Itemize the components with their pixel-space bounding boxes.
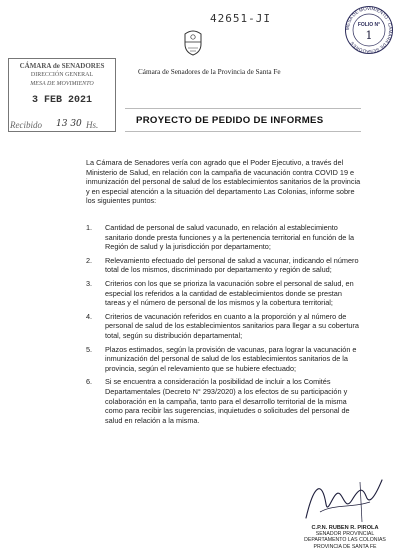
list-item-text: Cantidad de personal de salud vacunado, en relación al establecimiento sanitario donde presta funciones y a la pertenencia territorial en función de la Región de salud y la jurisdicción por departamento; — [105, 223, 355, 252]
list-item-text: Criterios con los que se prioriza la vacunación sobre el personal de salud, en especial los referidos a la cantidad de establecimientos donde se prestan tareas y el número de personal de los mismos y la cobertura territorial; — [105, 278, 354, 308]
signer-province: PROVINCIA DE SANTA FE — [313, 543, 377, 550]
list-item — [86, 223, 364, 252]
list-item-text: Criterios de vacunación referidos en cuanto a la proporción y al número de personal de salud de los establecimientos sanitarios para llegar a su cobertura total, según su distribución departamental; — [105, 311, 359, 340]
list-item-text: Si se encuentra a consideración la posibilidad de incluir a los Comités Departamentales (Decreto N° 293/2020) a los efectos de su participación y colaboración en la campaña, tanto para el desarrollo territorial de la misma como para recibir las sugerencias, inquietudes o solicitudes del personal de salud en relación a la misma. — [105, 377, 350, 425]
received-field — [8, 118, 116, 134]
handwritten-signature — [300, 474, 388, 526]
received-label: Recibido — [10, 120, 42, 130]
signer-role: SENADOR PROVINCIAL — [315, 531, 375, 538]
svg-text:1: 1 — [365, 29, 373, 42]
received-line — [52, 131, 82, 132]
hours-label: Hs. — [86, 120, 99, 130]
list-item-number: 3. — [86, 278, 93, 288]
title-rule-top — [125, 108, 361, 109]
list-item-text: Relevamiento efectuado del personal de salud a vacunar, indicando el número total de los mismos, discriminado por departamento y región de salud; — [105, 255, 359, 275]
stamp-date: 3 FEB 2021 — [31, 95, 92, 106]
signer-department: DEPARTAMENTO LAS COLONIAS — [304, 537, 386, 544]
document-title: PROYECTO DE PEDIDO DE INFORMES — [136, 115, 324, 126]
province-crest-icon — [182, 28, 204, 56]
signer-name: C.P.N. RUBEN R. PIROLA — [311, 525, 379, 531]
list-item-number: 6. — [86, 377, 93, 387]
svg-text:MESA DE MOVIMIENTO · CÁMARA DE: MESA DE MOVIMIENTO · CÁMARA DE SENADORES — [344, 5, 394, 55]
document-number: 42651-JI — [210, 12, 271, 25]
list-item-number: 2. — [86, 255, 93, 265]
list-item — [86, 377, 364, 425]
list-item — [86, 256, 364, 275]
svg-text:FOLIO N°: FOLIO N° — [357, 22, 381, 28]
points-list — [86, 223, 364, 429]
list-item-number: 1. — [86, 223, 93, 232]
list-item-number: 5. — [86, 344, 93, 354]
received-value: 13 30 — [56, 119, 82, 129]
list-item — [86, 345, 364, 374]
list-item — [86, 312, 364, 341]
stamp-line-1: CÁMARA de SENADORES — [19, 62, 105, 70]
stamp-line-3: MESA DE MOVIMIENTO — [30, 81, 94, 87]
list-item-text: Plazos estimados, según la provisión de vacunas, para lograr la vacunación e inmunización del personal de salud de los establecimientos sanitarios de la provincia, según el relevamiento que se hubiere efectuado; — [105, 344, 357, 373]
folio-seal — [344, 5, 394, 55]
title-rule-bottom — [125, 131, 361, 132]
list-item-number: 4. — [86, 311, 93, 321]
stamp-line-2: DIRECCIÓN GENERAL — [30, 72, 94, 78]
signature-block — [289, 525, 401, 550]
list-item — [86, 279, 364, 308]
chamber-header: Cámara de Senadores de la Provincia de Santa Fe — [138, 68, 281, 76]
intro-paragraph: La Cámara de Senadores vería con agrado que el Poder Ejecutivo, a través del Ministerio de Salud, en relación con la campaña de vacunación contra COVID 19 e inmunización del personal de salud de los establecimientos sanitarios de la provincia y en especial atención a la situación del departamento Las Colonias, informe sobre los siguientes puntos: — [86, 158, 361, 206]
